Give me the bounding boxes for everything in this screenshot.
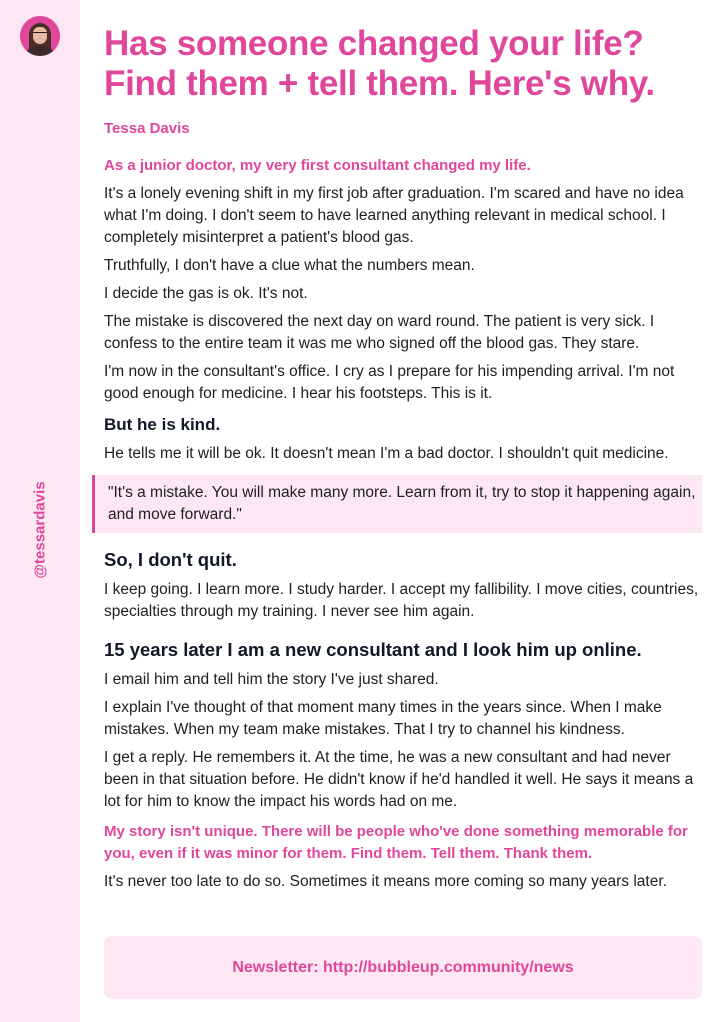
title-line-1: Has someone changed your life?	[104, 24, 644, 63]
blockquote: "It's a mistake. You will make many more. Learn from it, try to stop it happening again, and move forward."	[92, 475, 702, 533]
paragraph: He tells me it will be ok. It doesn't mean I'm a bad doctor. I shouldn't quit medicine.	[104, 445, 669, 462]
section-heading: So, I don't quit.	[104, 549, 237, 570]
author-name: Tessa Davis	[104, 120, 190, 137]
lead-text: As a junior doctor, my very first consultant changed my life.	[104, 157, 531, 174]
paragraph: I get a reply. He remembers it. At the time, he was a new consultant and had never been in that situation before. He didn't know if he'd handled it well. He says it means a lot for him to know the impact his words had on me.	[104, 749, 694, 810]
paragraph: It's never too late to do so. Sometimes it means more coming so many years later.	[104, 873, 667, 890]
subheading: But he is kind.	[104, 415, 221, 434]
callout-text: My story isn't unique. There will be people who've done something memorable for you, even if it was minor for them. Find them. Tell them. Thank them.	[104, 823, 688, 862]
paragraph: I decide the gas is ok. It's not.	[104, 285, 308, 302]
author-handle[interactable]: @tessardavis	[31, 481, 49, 579]
paragraph: It's a lonely evening shift in my first job after graduation. I'm scared and have no idea what I'm doing. I don't seem to have learned anything relevant in medical school. I completely misinterpret a patient's blood gas.	[104, 185, 684, 246]
paragraph: I email him and tell him the story I've just shared.	[104, 671, 439, 688]
sidebar	[0, 0, 80, 1022]
avatar-icon[interactable]	[20, 16, 60, 56]
section-heading: 15 years later I am a new consultant and I look him up online.	[104, 639, 642, 660]
paragraph: Truthfully, I don't have a clue what the numbers mean.	[104, 257, 475, 274]
article	[104, 24, 704, 893]
paragraph: The mistake is discovered the next day on ward round. The patient is very sick. I confess to the entire team it was me who signed off the blood gas. They stare.	[104, 313, 655, 352]
title-line-2: Find them + tell them. Here's why.	[104, 64, 655, 103]
newsletter-link[interactable]: Newsletter: http://bubbleup.community/news	[104, 936, 702, 999]
paragraph: I explain I've thought of that moment many times in the years since. When I make mistakes. When my team make mistakes. That I try to channel his kindness.	[104, 699, 662, 738]
paragraph: I keep going. I learn more. I study harder. I accept my fallibility. I move cities, countries, specialties through my training. I never see him again.	[104, 581, 699, 620]
page-title	[104, 24, 704, 104]
paragraph: I'm now in the consultant's office. I cry as I prepare for his impending arrival. I'm not good enough for medicine. I hear his footsteps. This is it.	[104, 363, 675, 402]
